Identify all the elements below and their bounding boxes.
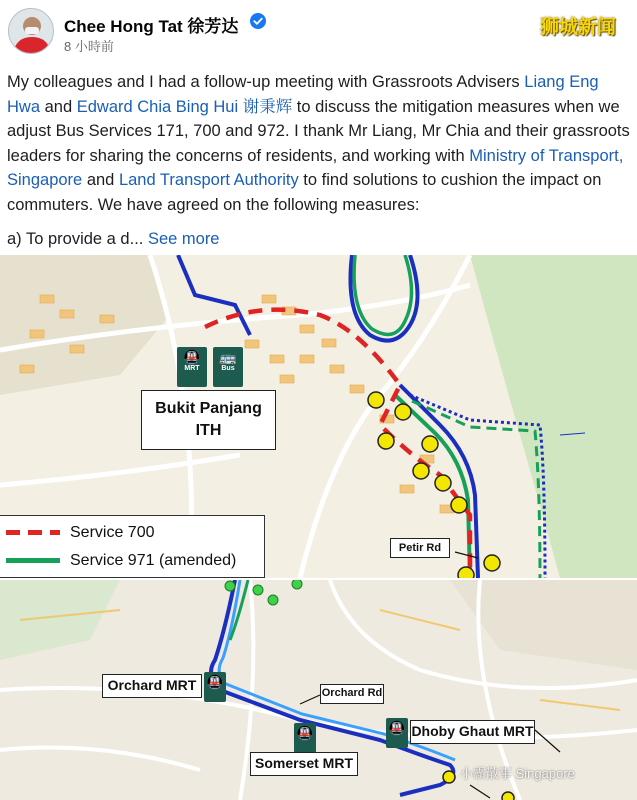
link-edward-chia[interactable]: Edward Chia Bing Hui 谢秉辉: [76, 97, 293, 116]
interchange-label: [141, 390, 276, 450]
author-name[interactable]: Chee Hong Tat 徐芳达: [64, 17, 239, 36]
post-body: [7, 70, 631, 252]
post-paragraph: [7, 70, 631, 217]
post-header: [0, 0, 637, 62]
text-segment: and: [82, 171, 119, 189]
map-orchard[interactable]: [0, 580, 637, 800]
petir-rd-label: Petir Rd: [390, 538, 450, 558]
avatar[interactable]: [8, 8, 54, 54]
link-lta[interactable]: Land Transport Authority: [118, 171, 299, 189]
legend-service-700: Service 700: [6, 524, 155, 546]
verified-badge-icon: [250, 13, 266, 29]
post-timestamp[interactable]: 8 小時前: [64, 39, 114, 54]
legend-swatch-red: [6, 530, 60, 535]
text-segment: My colleagues and I had a follow-up meeting with Grassroots Advisers: [7, 73, 525, 91]
link-ministry-of-transport[interactable]: Ministry of Transport, Singapore: [7, 146, 624, 189]
map-legend: [0, 515, 265, 578]
text-segment: a) To provide a d...: [7, 230, 148, 248]
orchard-mrt-label: Orchard MRT: [102, 674, 202, 698]
watermark-bottom: 小霸散事 Singapore: [460, 766, 575, 781]
text-segment: to find solutions to cushion the impact on commuters. We have agreed on the following measures:: [7, 171, 602, 214]
bus-icon: 🚌 Bus: [213, 347, 243, 387]
somerset-mrt-label: Somerset MRT: [250, 752, 358, 776]
dhoby-ghaut-mrt-icon: 🚇: [386, 718, 408, 748]
dhoby-ghaut-mrt-label: Dhoby Ghaut MRT: [410, 720, 535, 744]
orchard-rd-label: Orchard Rd: [320, 684, 384, 704]
text-segment: to discuss the mitigation measures when we adjust Bus Services 171, 700 and 972. I thank Mr Liang, Mr Chia and their grassroots leaders for sharing the concerns of residents, and working with: [7, 97, 630, 165]
see-more-link[interactable]: See more: [147, 230, 220, 248]
watermark-logo: 狮城新闻: [540, 17, 617, 38]
map-bukit-panjang[interactable]: [0, 255, 637, 578]
legend-swatch-green: [6, 558, 60, 563]
mrt-icon: 🚇 MRT: [177, 347, 207, 387]
interchange-name: Bukit Panjang: [155, 400, 262, 417]
legend-service-971: Service 971 (amended): [6, 552, 236, 574]
orchard-mrt-icon: 🚇: [204, 672, 226, 702]
text-segment: and: [40, 97, 77, 116]
interchange-type: ITH: [195, 422, 222, 439]
somerset-mrt-icon: 🚇: [294, 723, 316, 753]
post-paragraph-truncated: [7, 227, 631, 252]
link-liang-eng-hwa[interactable]: Liang Eng Hwa: [7, 73, 599, 116]
